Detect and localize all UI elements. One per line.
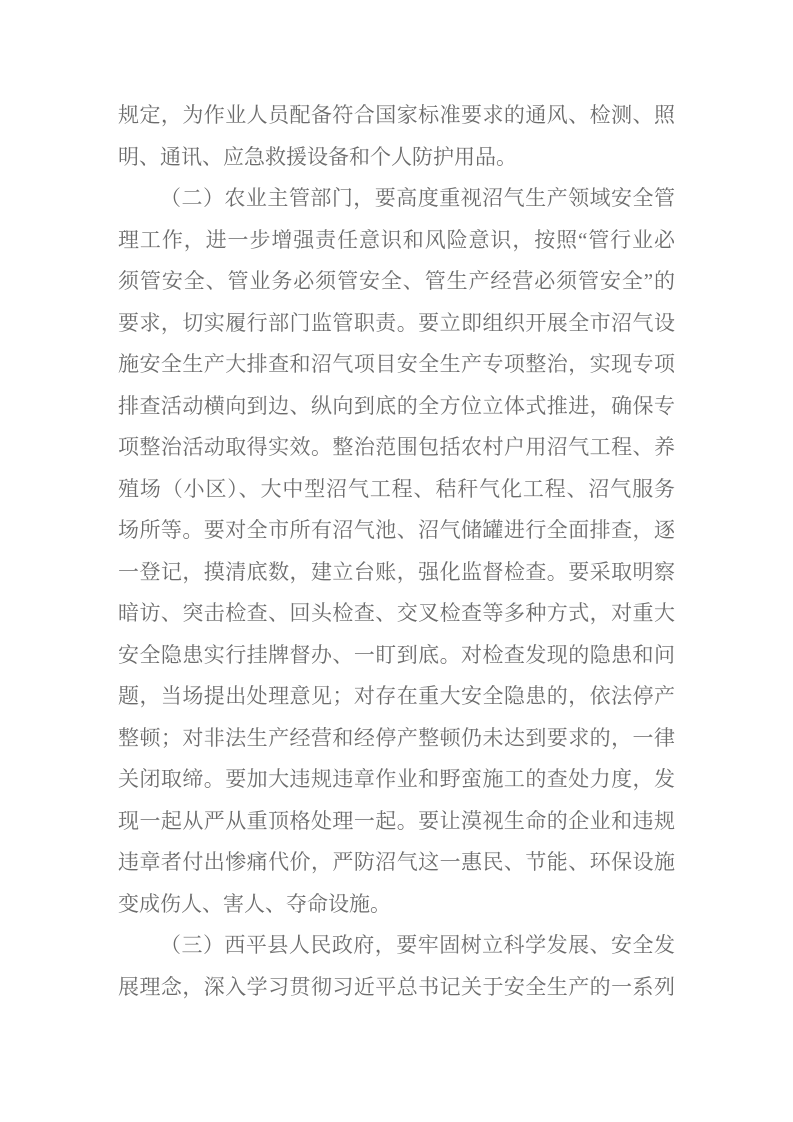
text-line: 理工作，进一步增强责任意识和风险意识，按照“管行业必 [118,227,675,252]
paragraph-item-2 [118,178,675,925]
text-line: 规定，为作业人员配备符合国家标准要求的通风、检测、照 [118,103,675,127]
text-line: 场所等。要对全市所有沼气池、沼气储罐进行全面排查，逐 [118,518,675,542]
paragraph-continuation [118,95,675,178]
text-line: 变成伤人、害人、夺命设施。 [118,891,391,916]
text-line: （三）西平县人民政府，要牢固树立科学发展、安全发 [160,933,675,957]
text-line: 展理念，深入学习贯彻习近平总书记关于安全生产的一系列 [118,974,675,999]
text-line: 整顿；对非法生产经营和经停产整顿仍未达到要求的，一律 [118,725,675,750]
text-line: 项整治活动取得实效。整治范围包括农村户用沼气工程、养 [118,435,675,459]
text-line: 明、通讯、应急救援设备和个人防护用品。 [118,144,517,169]
text-line: 关闭取缔。要加大违规违章作业和野蛮施工的查处力度，发 [118,767,675,791]
text-line: 暗访、突击检查、回头检查、交叉检查等多种方式，对重大 [118,601,675,625]
text-line: 题，当场提出处理意见；对存在重大安全隐患的，依法停产 [118,684,675,708]
text-line: 施安全生产大排查和沼气项目安全生产专项整治，实现专项 [118,352,675,376]
paragraph-item-3 [118,925,675,1008]
text-line: （二）农业主管部门，要高度重视沼气生产领域安全管 [160,186,675,210]
text-line: 排查活动横向到边、纵向到底的全方位立体式推进，确保专 [118,393,675,418]
text-line: 殖场（小区）、大中型沼气工程、秸秆气化工程、沼气服务 [118,476,675,501]
text-line: 违章者付出惨痛代价，严防沼气这一惠民、节能、环保设施 [118,850,675,874]
text-line: 现一起从严从重顶格处理一起。要让漠视生命的企业和违规 [118,808,675,833]
text-line: 要求，切实履行部门监管职责。要立即组织开展全市沼气设 [118,310,675,335]
document-text-block [118,95,675,1008]
text-line: 须管安全、管业务必须管安全、管生产经营必须管安全”的 [118,269,675,293]
text-line: 一登记，摸清底数，建立台账，强化监督检查。要采取明察 [118,559,675,584]
text-line: 安全隐患实行挂牌督办、一盯到底。对检查发现的隐患和问 [118,642,675,667]
